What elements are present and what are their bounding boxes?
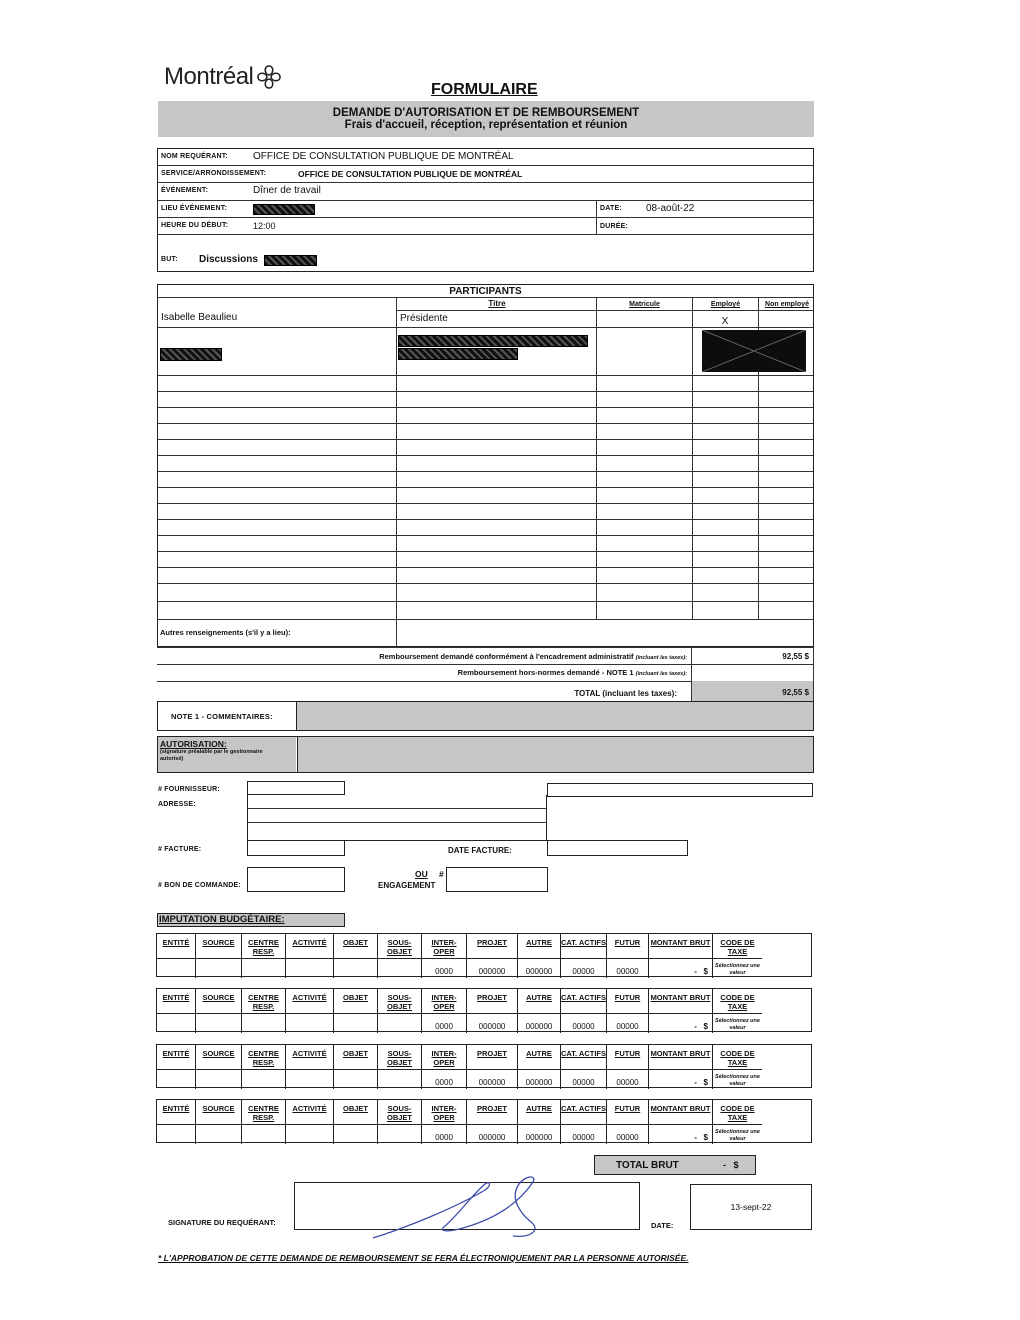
cell-divider [649, 1069, 712, 1070]
cell-divider [378, 1124, 421, 1125]
imputation-value: 00000 [572, 967, 595, 976]
imputation-title: IMPUTATION BUDGÉTAIRE: [157, 913, 345, 927]
redacted-titre-2b [398, 348, 518, 360]
imputation-header: CENTRE RESP. [248, 938, 279, 956]
cell-divider [157, 958, 195, 959]
cell-divider [467, 958, 517, 959]
imputation-header: MONTANT BRUT [650, 1104, 711, 1113]
imputation-header: SOURCE [202, 1104, 235, 1113]
cell-divider [196, 1069, 241, 1070]
signature-label: SIGNATURE DU REQUÉRANT: [168, 1218, 276, 1227]
cell-divider [242, 958, 285, 959]
cell-divider [467, 1069, 517, 1070]
imputation-header: OBJET [342, 938, 368, 947]
cell-divider [561, 1124, 606, 1125]
cell-divider [334, 1013, 377, 1014]
date-value: 08-août-22 [646, 203, 695, 214]
montreal-logo [164, 60, 283, 94]
imputation-cell[interactable] [242, 1100, 286, 1144]
imputation-value: 000000 [478, 1133, 506, 1142]
cell-divider [334, 1069, 377, 1070]
facture-input[interactable] [247, 840, 345, 856]
imputation-header: SOURCE [202, 938, 235, 947]
cell-divider [242, 1124, 285, 1125]
heure-label: HEURE DU DÉBUT: [161, 222, 229, 229]
imputation-cell[interactable] [561, 1100, 607, 1144]
imputation-cell[interactable] [518, 1100, 561, 1144]
imputation-cell[interactable] [467, 934, 518, 978]
autorisation-signature-field[interactable] [297, 737, 813, 772]
imputation-cell[interactable] [378, 989, 422, 1033]
imputation-cell[interactable] [196, 1100, 242, 1144]
cell-divider [422, 1069, 466, 1070]
autorisation-sub: (signature préalable par le gestionnaire autorisé) [160, 749, 263, 762]
imputation-cell[interactable] [518, 1045, 561, 1089]
cell-divider [196, 1013, 241, 1014]
cell-divider [242, 1013, 285, 1014]
imputation-row-table [156, 933, 812, 977]
imputation-cell[interactable] [157, 1100, 196, 1144]
imputation-header: SOURCE [202, 993, 235, 1002]
cell-divider [607, 1013, 648, 1014]
lieu-label: LIEU ÉVÉNEMENT: [161, 205, 228, 212]
imputation-header: OBJET [342, 993, 368, 1002]
imputation-header: SOUS-OBJET [386, 1104, 412, 1122]
imputation-cell[interactable] [196, 934, 242, 978]
cell-divider [422, 958, 466, 959]
cell-divider [713, 958, 762, 959]
imputation-value: - $ [694, 1022, 708, 1031]
imputation-cell[interactable] [607, 1045, 649, 1089]
imputation-header: CENTRE RESP. [248, 993, 279, 1011]
imputation-header: PROJET [476, 1049, 507, 1058]
imputation-header: OBJET [342, 1104, 368, 1113]
cell-divider [518, 1013, 560, 1014]
col-titre: Titre [488, 299, 506, 308]
redacted-employe-box [702, 330, 806, 372]
date-facture-input[interactable] [547, 840, 688, 856]
imputation-cell[interactable] [467, 989, 518, 1033]
imputation-header: SOUS-OBJET [386, 938, 412, 956]
imputation-header: ACTIVITÉ [292, 993, 327, 1002]
col-employe: Employé [710, 301, 741, 308]
imputation-cell[interactable] [713, 1100, 762, 1144]
imputation-value: Sélectionnez une valeur [715, 1129, 760, 1142]
imputation-header: ACTIVITÉ [292, 938, 327, 947]
imputation-header: OBJET [342, 1049, 368, 1058]
participant-employe: X [721, 316, 729, 327]
imputation-cell[interactable] [713, 1045, 762, 1089]
imputation-value: 00000 [616, 1133, 639, 1142]
total-value: 92,55 $ [692, 681, 813, 703]
signature-field[interactable] [294, 1182, 640, 1230]
rembourse-label [157, 652, 687, 661]
imputation-value: 000000 [525, 967, 553, 976]
autorisation-block [157, 736, 814, 773]
imputation-cell[interactable] [561, 989, 607, 1033]
total-brut-value: - $ [723, 1160, 739, 1170]
imputation-header: SOUS-OBJET [386, 1049, 412, 1067]
cell-divider [242, 1069, 285, 1070]
imputation-header: MONTANT BRUT [650, 1049, 711, 1058]
imputation-header: ACTIVITÉ [292, 1049, 327, 1058]
cell-divider [713, 1069, 762, 1070]
imputation-value: 000000 [525, 1022, 553, 1031]
facture-label: # FACTURE: [158, 846, 202, 853]
imputation-cell[interactable] [649, 934, 713, 978]
date-facture-label: DATE FACTURE: [448, 846, 512, 855]
cell-divider [286, 1069, 333, 1070]
imputation-cell[interactable] [378, 1100, 422, 1144]
redacted-name-2 [160, 348, 222, 361]
imputation-header: FUTUR [614, 1104, 641, 1113]
cell-divider [378, 1013, 421, 1014]
imputation-header: ENTITÉ [162, 1049, 190, 1058]
imputation-header: MONTANT BRUT [650, 938, 711, 947]
cell-divider [334, 958, 377, 959]
cell-divider [378, 958, 421, 959]
imputation-cell[interactable] [713, 934, 762, 978]
bon-commande-label: # BON DE COMMANDE: [158, 882, 241, 889]
cell-divider [561, 958, 606, 959]
rembourse-text: Remboursement demandé conformément à l'encadrement administratif [379, 652, 634, 661]
total-label: TOTAL (incluant les taxes): [574, 689, 677, 698]
col-matricule: Matricule [629, 301, 660, 308]
imputation-header: SOUS-OBJET [386, 993, 412, 1011]
imputation-value: 0000 [435, 1022, 453, 1031]
imputation-cell[interactable] [157, 934, 196, 978]
imputation-value: 00000 [616, 967, 639, 976]
imputation-cell[interactable] [607, 934, 649, 978]
imputation-header: AUTRE [526, 1049, 552, 1058]
imputation-row-table [156, 1099, 812, 1143]
cell-divider [286, 1124, 333, 1125]
imputation-cell[interactable] [518, 989, 561, 1033]
imputation-cell[interactable] [713, 989, 762, 1033]
cell-divider [157, 1013, 195, 1014]
imputation-value: 000000 [525, 1133, 553, 1142]
signature-date-label: DATE: [651, 1221, 674, 1230]
imputation-value: 00000 [572, 1022, 595, 1031]
imputation-header: PROJET [476, 1104, 507, 1113]
imputation-header: AUTRE [526, 1104, 552, 1113]
subtitle-line-2: Frais d'accueil, réception, représentation et réunion [344, 119, 628, 131]
imputation-header: CODE DE TAXE [720, 1104, 755, 1122]
cell-divider [649, 1013, 712, 1014]
rosette-icon [255, 63, 283, 91]
imputation-header: MONTANT BRUT [650, 993, 711, 1002]
imputation-cell[interactable] [518, 934, 561, 978]
autres-label: Autres renseignements (s'il y a lieu): [160, 628, 291, 637]
service-value: OFFICE DE CONSULTATION PUBLIQUE DE MONTRÉAL [298, 169, 523, 179]
cross-mark-icon [702, 330, 806, 372]
imputation-cell[interactable] [242, 934, 286, 978]
imputation-header: AUTRE [526, 938, 552, 947]
autorisation-label: AUTORISATION: [160, 739, 227, 749]
participant-name: Isabelle Beaulieu [161, 312, 238, 323]
imputation-cell[interactable] [157, 989, 196, 1033]
cell-divider [518, 1124, 560, 1125]
imputation-cell[interactable] [286, 934, 334, 978]
participant-titre: Présidente [400, 313, 448, 324]
logo-text: Montréal [164, 63, 254, 90]
imputation-header: ENTITÉ [162, 993, 190, 1002]
cell-divider [607, 958, 648, 959]
imputation-cell[interactable] [378, 1045, 422, 1089]
cell-divider [713, 1013, 762, 1014]
form-title: FORMULAIRE [431, 81, 538, 98]
fournisseur-name-input[interactable] [547, 783, 813, 797]
imputation-header: PROJET [476, 993, 507, 1002]
imputation-header: FUTUR [614, 1049, 641, 1058]
imputation-cell[interactable] [378, 934, 422, 978]
imputation-cell[interactable] [286, 1100, 334, 1144]
but-redacted [264, 255, 317, 266]
imputation-value: Sélectionnez une valeur [715, 963, 760, 976]
imputation-header: CENTRE RESP. [248, 1049, 279, 1067]
imputation-value: - $ [694, 1133, 708, 1142]
participants-table [157, 284, 814, 647]
imputation-header: ACTIVITÉ [292, 1104, 327, 1113]
form-subtitle-band [158, 101, 814, 137]
imputation-header: FUTUR [614, 938, 641, 947]
imputation-cell[interactable] [607, 1100, 649, 1144]
imputation-value: - $ [694, 967, 708, 976]
imputation-value: 00000 [616, 1078, 639, 1087]
imputation-cell[interactable] [561, 934, 607, 978]
imputation-header: PROJET [476, 938, 507, 947]
imputation-header: AUTRE [526, 993, 552, 1002]
imputation-header: INTER-OPER [431, 1104, 457, 1122]
imputation-header: ENTITÉ [162, 1104, 190, 1113]
but-label: BUT: [161, 256, 178, 263]
imputation-header: CENTRE RESP. [248, 1104, 279, 1122]
imputation-cell[interactable] [196, 1045, 242, 1089]
hors-text: Remboursement hors-normes demandé - NOTE 1 [457, 668, 634, 677]
signature-date-field[interactable] [690, 1184, 812, 1230]
imputation-cell[interactable] [422, 1045, 467, 1089]
cell-divider [713, 1124, 762, 1125]
imputation-value: Sélectionnez une valeur [715, 1074, 760, 1087]
imputation-header: CAT. ACTIFS [561, 1104, 606, 1113]
subtitle-line-1: DEMANDE D'AUTORISATION ET DE REMBOURSEMENT [332, 107, 640, 119]
imputation-value: - $ [694, 1078, 708, 1087]
imputation-cell[interactable] [334, 989, 378, 1033]
imputation-cell[interactable] [196, 989, 242, 1033]
cell-divider [196, 958, 241, 959]
imputation-cell[interactable] [157, 1045, 196, 1089]
approbation-note: * L'APPROBATION DE CETTE DEMANDE DE REMBOURSEMENT SE FERA ÉLECTRONIQUEMENT PAR LA PERSONNE AUTORISÉE. [158, 1253, 689, 1263]
imputation-row-table [156, 1044, 812, 1088]
imputation-cell[interactable] [607, 989, 649, 1033]
evenement-label: ÉVÉNEMENT: [161, 187, 209, 194]
info-block [157, 148, 814, 272]
imputation-cell[interactable] [286, 1045, 334, 1089]
cell-divider [286, 958, 333, 959]
imputation-cell[interactable] [242, 989, 286, 1033]
imputation-value: 000000 [478, 1078, 506, 1087]
imputation-header: FUTUR [614, 993, 641, 1002]
imputation-cell[interactable] [422, 934, 467, 978]
imputation-value: 000000 [478, 1022, 506, 1031]
imputation-cell[interactable] [649, 989, 713, 1033]
cell-divider [286, 1013, 333, 1014]
hors-normes-label [157, 668, 687, 677]
adresse-label: ADRESSE: [158, 801, 196, 808]
imputation-header: SOURCE [202, 1049, 235, 1058]
duree-label: DURÉE: [600, 223, 629, 230]
cell-divider [607, 1069, 648, 1070]
imputation-cell[interactable] [286, 989, 334, 1033]
nom-label: NOM REQUÉRANT: [161, 153, 228, 160]
cell-divider [467, 1124, 517, 1125]
but-value: Discussions [199, 254, 258, 265]
note-commentaires [157, 701, 814, 731]
fournisseur-label: # FOURNISSEUR: [158, 786, 220, 793]
imputation-header: CODE DE TAXE [720, 1049, 755, 1067]
engagement-input[interactable] [446, 867, 548, 892]
imputation-value: 000000 [478, 967, 506, 976]
cell-divider [157, 1124, 195, 1125]
imputation-header: INTER-OPER [431, 993, 457, 1011]
imputation-header: CAT. ACTIFS [561, 938, 606, 947]
cell-divider [649, 958, 712, 959]
imputation-cell[interactable] [649, 1100, 713, 1144]
imputation-header: INTER-OPER [431, 938, 457, 956]
imputation-value: 00000 [616, 1022, 639, 1031]
imputation-header: CAT. ACTIFS [561, 1049, 606, 1058]
imputation-cell[interactable] [467, 1045, 518, 1089]
cell-divider [561, 1069, 606, 1070]
evenement-value: Dîner de travail [253, 185, 321, 196]
cell-divider [518, 958, 560, 959]
cell-divider [649, 1124, 712, 1125]
imputation-header: CODE DE TAXE [720, 993, 755, 1011]
ou-label: OU [415, 869, 428, 879]
note-field[interactable] [296, 702, 813, 730]
imputation-cell[interactable] [334, 1100, 378, 1144]
imputation-value: 0000 [435, 1078, 453, 1087]
note-label: NOTE 1 - COMMENTAIRES: [171, 712, 273, 721]
imputation-value: 000000 [525, 1078, 553, 1087]
cell-divider [422, 1124, 466, 1125]
imputation-header: ENTITÉ [162, 938, 190, 947]
nom-value: OFFICE DE CONSULTATION PUBLIQUE DE MONTRÉAL [253, 151, 514, 162]
imputation-row-table [156, 988, 812, 1032]
cell-divider [378, 1069, 421, 1070]
imputation-value: Sélectionnez une valeur [715, 1018, 760, 1031]
imputation-value: 00000 [572, 1078, 595, 1087]
bon-commande-input[interactable] [247, 867, 345, 892]
signature-scribble [295, 1178, 641, 1248]
imputation-value: 0000 [435, 967, 453, 976]
imputation-cell[interactable] [467, 1100, 518, 1144]
signature-date-value: 13-sept-22 [730, 1202, 772, 1212]
cell-divider [607, 1124, 648, 1125]
autorisation-label-cell [158, 737, 296, 772]
hash-label: # [439, 869, 444, 879]
imputation-header: CODE DE TAXE [720, 938, 755, 956]
engagement-label: ENGAGEMENT [378, 881, 436, 890]
adresse-input[interactable] [247, 795, 547, 841]
cell-divider [467, 1013, 517, 1014]
imputation-cell[interactable] [422, 1100, 467, 1144]
hors-note: (incluant les taxes): [635, 671, 687, 677]
fournisseur-input[interactable] [247, 781, 345, 795]
imputation-cell[interactable] [334, 934, 378, 978]
total-brut-label: TOTAL BRUT [616, 1160, 679, 1171]
cell-divider [561, 1013, 606, 1014]
rembourse-note: (incluant les taxes): [635, 655, 687, 661]
imputation-cell[interactable] [561, 1045, 607, 1089]
redacted-titre-2a [398, 335, 588, 347]
totals-block [157, 647, 814, 703]
cell-divider [196, 1124, 241, 1125]
imputation-cell[interactable] [334, 1045, 378, 1089]
rembourse-value: 92,55 $ [782, 652, 809, 661]
cell-divider [334, 1124, 377, 1125]
col-non-employe: Non employé [765, 301, 809, 308]
imputation-header: CAT. ACTIFS [561, 993, 606, 1002]
cell-divider [422, 1013, 466, 1014]
service-label: SERVICE/ARRONDISSEMENT: [161, 170, 267, 177]
imputation-cell[interactable] [242, 1045, 286, 1089]
cell-divider [518, 1069, 560, 1070]
heure-value: 12:00 [253, 221, 276, 231]
lieu-redacted [253, 204, 315, 215]
participants-title: PARTICIPANTS [449, 286, 522, 297]
total-brut-box [594, 1155, 756, 1175]
imputation-value: 0000 [435, 1133, 453, 1142]
imputation-cell[interactable] [649, 1045, 713, 1089]
imputation-header: INTER-OPER [431, 1049, 457, 1067]
date-label: DATE: [600, 205, 622, 212]
cell-divider [157, 1069, 195, 1070]
imputation-cell[interactable] [422, 989, 467, 1033]
imputation-value: 00000 [572, 1133, 595, 1142]
